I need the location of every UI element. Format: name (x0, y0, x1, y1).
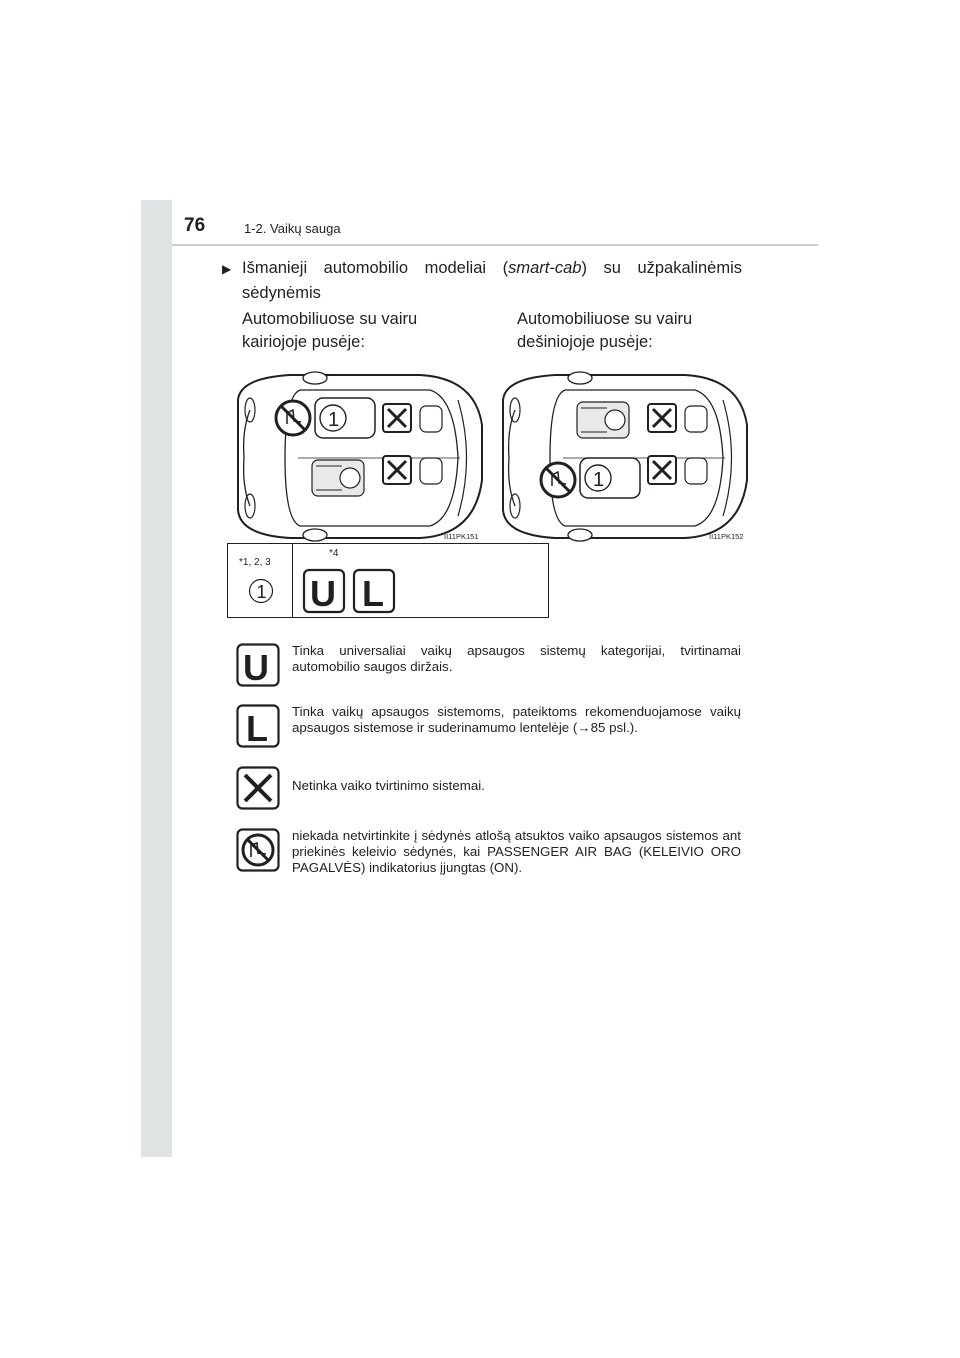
figure-code-right: II11PK152 (709, 532, 744, 541)
car-seat-diagrams (225, 362, 755, 542)
margin-tab (141, 200, 172, 1157)
legend-item-cross (236, 766, 746, 812)
bullet-arrow-icon: ▶ (222, 262, 232, 276)
l-symbol: L (362, 573, 384, 614)
legend-item-u (236, 643, 746, 689)
note-reference-1: *1, 2, 3 (239, 557, 271, 568)
heading-text-2: ) su užpakalinėmis sėdynėmis (242, 259, 743, 302)
svg-text:L: L (246, 708, 268, 748)
right-hand-drive-caption: Automobiliuose su vairu dešiniojoje pusėje: (517, 310, 693, 351)
no-rear-facing-seat-icon (236, 828, 280, 872)
legend-text-u: Tinka universaliai vaikų apsaugos sistemų kategorijai, tvirtinamai automobilio saugos diržais. (292, 643, 741, 674)
u-icon (236, 643, 280, 687)
u-symbol: U (310, 573, 336, 614)
u-l-symbols (302, 568, 402, 614)
heading-text-1: Išmanieji automobilio modeliai ( (242, 259, 509, 277)
seat-number: 1 (593, 469, 605, 491)
legend-item-no-rear-facing (236, 828, 746, 878)
seat-number: 1 (328, 409, 340, 431)
header-rule (172, 244, 818, 246)
subsection-heading (242, 256, 742, 306)
seat-number-symbol (248, 578, 274, 604)
table-divider (292, 544, 293, 617)
legend-text-cross: Netinka vaiko tvirtinimo sistemai. (292, 778, 485, 793)
symbol-1-text: 1 (256, 582, 267, 602)
legend-item-l (236, 704, 746, 750)
note-reference-2: *4 (329, 548, 339, 559)
heading-italic: smart-cab (508, 259, 582, 277)
l-icon (236, 704, 280, 748)
left-hand-drive-caption: Automobiliuose su vairu kairiojoje pusėje: (242, 310, 418, 351)
svg-text:U: U (243, 647, 269, 687)
legend-text-l: Tinka vaikų apsaugos sistemoms, pateiktoms rekomenduojamose vaikų apsaugos sistemose ir suderinamumo lentelėje (→85 psl.). (292, 704, 741, 735)
figure-code-left: II11PK151 (444, 532, 479, 541)
seat-legend-table (227, 543, 549, 618)
legend-text-no-rear-facing: niekada netvirtinkite į sėdynės atlošą atsuktos vaiko apsaugos sistemos ant priekinės keleivio sėdynės, kai PASSENGER AIR BAG (KELEIVIO ORO PAGALVĖS) indikatorius įjungtas (ON). (292, 828, 741, 875)
page-number: 76 (184, 215, 206, 236)
section-title: 1-2. Vaikų sauga (244, 221, 341, 236)
cross-icon (236, 766, 280, 810)
